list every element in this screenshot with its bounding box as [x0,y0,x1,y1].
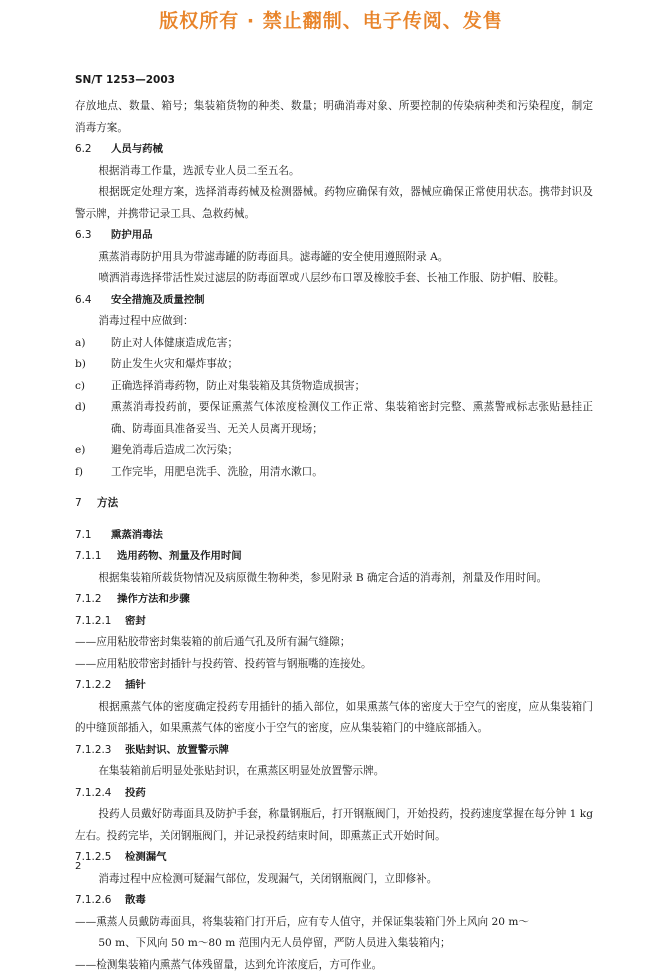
document-body [75,96,593,976]
list-item: d) 熏蒸消毒投药前，要保证熏蒸气体浓度检测仪工作正常、集装箱密封完整、熏蒸警戒标志张贴悬挂正确、防毒面具准备妥当、无关人员离开现场； [75,397,593,440]
heading-7-1-2-4: 7.1.2.4 投药 [75,783,593,805]
heading-7-1-2-5: 7.1.2.5 检测漏气 [75,847,593,869]
heading-6-3: 6.3 防护用品 [75,225,593,247]
list-item: c) 正确选择消毒药物，防止对集装箱及其货物造成损害； [75,376,593,398]
heading-7: 7 方法 [75,493,593,515]
intro-paragraph: 存放地点、数量、箱号；集装箱货物的种类、数量；明确消毒对象、所要控制的传染病种类和污染程度，制定消毒方案。 [75,96,593,139]
heading-7-1-2-6: 7.1.2.6 散毒 [75,890,593,912]
dash-item-continuation: 50 m、下风向 50 m～80 m 范围内无人员停留，严防人员进入集装箱内； [75,933,593,955]
paragraph-7-1-1: 根据集装箱所载货物情况及病原微生物种类，参见附录 B 确定合适的消毒剂，剂量及作用时间。 [75,568,593,590]
heading-7-1-1: 7.1.1 选用药物、剂量及作用时间 [75,546,593,568]
page-number: 2 [75,861,81,872]
heading-7-1: 7.1 熏蒸消毒法 [75,525,593,547]
paragraph-6-3-2: 喷洒消毒选择带活性炭过滤层的防毒面罩或八层纱布口罩及橡胶手套、长袖工作服、防护帽、胶鞋。 [75,268,593,290]
paragraph-6-2-2: 根据既定处理方案，选择消毒药械及检测器械。药物应确保有效，器械应确保正常使用状态。携带封识及警示牌，并携带记录工具、急救药械。 [75,182,593,225]
heading-7-1-2-3: 7.1.2.3 张贴封识、放置警示牌 [75,740,593,762]
paragraph-7-1-2-2: 根据熏蒸气体的密度确定投药专用插针的插入部位，如果熏蒸气体的密度大于空气的密度，应从集装箱门的中缝顶部插入，如果熏蒸气体的密度小于空气的密度，应从集装箱门的中缝底部插入。 [75,697,593,740]
standard-code: SN/T 1253—2003 [75,74,175,86]
paragraph-7-1-2-5: 消毒过程中应检测可疑漏气部位，发现漏气，关闭钢瓶阀门，立即修补。 [75,869,593,891]
paragraph-6-2-1: 根据消毒工作量，选派专业人员二至五名。 [75,161,593,183]
dash-item: ——检测集装箱内熏蒸气体残留量，达到允许浓度后，方可作业。 [75,955,593,976]
paragraph-6-4-lead: 消毒过程中应做到： [75,311,593,333]
heading-6-2: 6.2 人员与药械 [75,139,593,161]
heading-7-1-2: 7.1.2 操作方法和步骤 [75,589,593,611]
paragraph-7-1-2-4: 投药人员戴好防毒面具及防护手套，称量钢瓶后，打开钢瓶阀门，开始投药，投药速度掌握在每分钟 1 kg 左右。投药完毕，关闭钢瓶阀门，并记录投药结束时间，即熏蒸正式开始时间。 [75,804,593,847]
list-item: e) 避免消毒后造成二次污染； [75,440,593,462]
heading-7-1-2-2: 7.1.2.2 插针 [75,675,593,697]
heading-6-4: 6.4 安全措施及质量控制 [75,290,593,312]
list-item: a) 防止对人体健康造成危害； [75,333,593,355]
list-item: b) 防止发生火灾和爆炸事故； [75,354,593,376]
list-item: f) 工作完毕，用肥皂洗手、洗脸，用清水漱口。 [75,462,593,484]
paragraph-6-3-1: 熏蒸消毒防护用具为带滤毒罐的防毒面具。滤毒罐的安全使用遵照附录 A。 [75,247,593,269]
heading-7-1-2-1: 7.1.2.1 密封 [75,611,593,633]
copyright-banner: 版权所有 · 禁止翻制、电子传阅、发售 [0,6,662,33]
dash-item: ——应用粘胶带密封插针与投药管、投药管与钢瓶嘴的连接处。 [75,654,593,676]
dash-item: ——应用粘胶带密封集装箱的前后通气孔及所有漏气缝隙； [75,632,593,654]
paragraph-7-1-2-3: 在集装箱前后明显处张贴封识，在熏蒸区明显处放置警示牌。 [75,761,593,783]
dash-item: ——熏蒸人员戴防毒面具，将集装箱门打开后，应有专人值守，并保证集装箱门外上风向 20 m～ [75,912,593,934]
